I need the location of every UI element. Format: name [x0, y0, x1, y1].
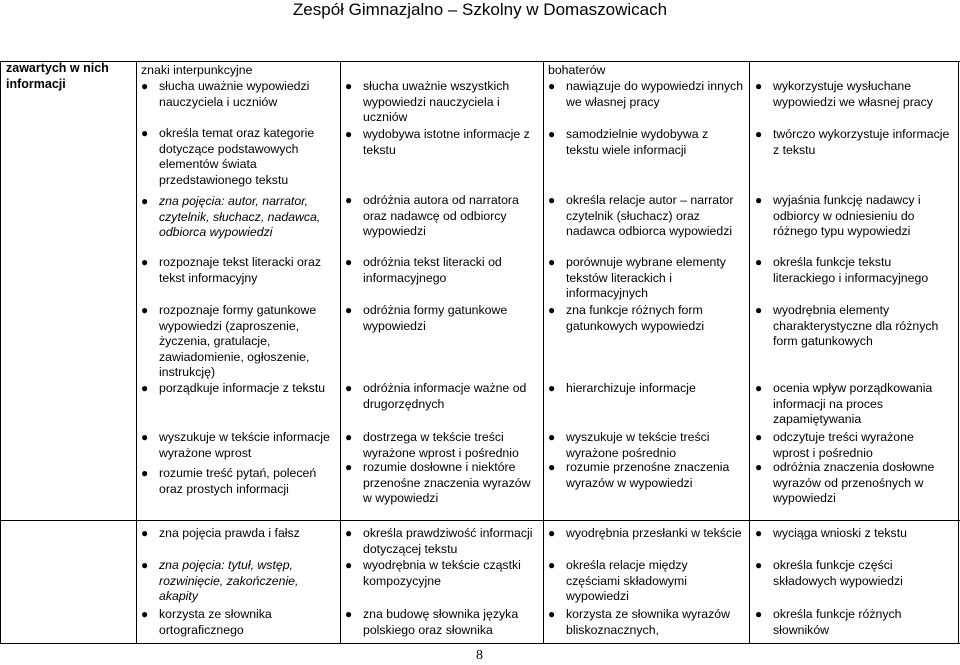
list-item: ● wykorzystuje wysłuchane wypowiedzi we własnej pracy — [755, 79, 933, 109]
list-item: ● rozumie dosłowne i niektóre przenośne znaczenia wyrazów w wypowiedzi — [345, 460, 531, 506]
list-item: ● korzysta ze słownika wyrazów bliskoznacznych, — [548, 607, 731, 637]
list-item: ● wyodrębnia w tekście cząstki kompozycyjne — [345, 558, 521, 588]
col-divider-4 — [749, 61, 750, 643]
col-divider-2 — [340, 61, 341, 643]
list-item: ● zna pojęcia: autor, narrator, czytelnik, słuchacz, nadawca, odbiorca wypowiedzi — [141, 194, 321, 240]
list-item: ● wyciąga wnioski z tekstu — [755, 526, 907, 540]
list-item: ● samodzielnie wydobywa z tekstu wiele informacji — [548, 127, 709, 157]
list-item: ● zna budowę słownika języka polskiego oraz słownika — [345, 607, 519, 637]
list-item: ● określa temat oraz kategorie dotyczące podstawowych elementów świata przedstawionego tekstu — [141, 126, 315, 187]
list-item: ● nawiązuje do wypowiedzi innych we własnej pracy — [548, 79, 744, 109]
list-item: ● odróżnia autora od narratora oraz nadawcę od odbiorcy wypowiedzi — [345, 193, 519, 239]
list-item: ● wyjaśnia funkcję nadawcy i odbiorcy w odniesieniu do różnego typu wypowiedzi — [755, 193, 921, 239]
list-item: ● rozpoznaje formy gatunkowe wypowiedzi (zaproszenie, życzenia, gratulacje, zawiadomienie, ogłoszenie, instrukcję) — [141, 303, 317, 380]
list-item: ● określa prawdziwość informacji dotyczącej tekstu — [345, 526, 533, 556]
list-item: ● zna pojęcia prawda i fałsz — [141, 526, 300, 540]
list-item: ● wyodrębnia przesłanki w tekście — [548, 526, 742, 540]
list-item: ● hierarchizuje informacje — [548, 381, 696, 395]
list-item: ● korzysta ze słownika ortograficznego — [141, 607, 272, 637]
list-item: ● określa funkcje części składowych wypowiedzi — [755, 558, 903, 588]
list-item: ● odróżnia formy gatunkowe wypowiedzi — [345, 303, 508, 333]
row-divider — [0, 520, 960, 521]
list-item: ● wyszukuje w tekście treści wyrażone pośrednio — [548, 430, 710, 460]
list-item: ● ocenia wpływ porządkowania informacji na proces zapamiętywania — [755, 381, 933, 427]
list-item: ● słucha uważnie wszystkich wypowiedzi nauczyciela i uczniów — [345, 79, 510, 125]
row-title: zawartych w nich informacji — [6, 61, 109, 91]
list-item: ● określa relacje między częściami składowymi wypowiedzi — [548, 558, 688, 604]
table-right-border — [958, 61, 959, 643]
table-bottom-border — [0, 643, 960, 644]
page-header: Zespół Gimnazjalno – Szkolny w Domaszowicach — [292, 0, 668, 19]
list-item: ● dostrzega w tekście treści wyrażone wprost i pośrednio — [345, 430, 519, 460]
cell-text: znaki interpunkcyjne — [141, 63, 253, 77]
list-item: ● wyszukuje w tekście informacje wyrażone wprost — [141, 430, 330, 460]
page-number: 8 — [476, 648, 483, 663]
list-item: ● wydobywa istotne informacje z tekstu — [345, 127, 530, 157]
list-item: ● odczytuje treści wyrażone wprost i pośrednio — [755, 430, 914, 460]
list-item: ● porównuje wybrane elementy tekstów literackich i informacyjnych — [548, 255, 726, 301]
list-item: ● rozpoznaje tekst literacki oraz tekst informacyjny — [141, 255, 321, 285]
list-item: ● określa funkcje tekstu literackiego i informacyjnego — [755, 255, 929, 285]
list-item: ● określa relacje autor – narrator czytelnik (słuchacz) oraz nadawca odbiorca wypowiedzi — [548, 193, 734, 239]
list-item: ● słucha uważnie wypowiedzi nauczyciela i uczniów — [141, 79, 310, 109]
table-left-border — [0, 61, 1, 643]
cell-text: bohaterów — [548, 63, 606, 77]
list-item: ● odróżnia znaczenia dosłowne wyrazów od przenośnych w wypowiedzi — [755, 460, 935, 506]
list-item: ● twórczo wykorzystuje informacje z tekstu — [755, 127, 950, 157]
list-item: ● rozumie treść pytań, poleceń oraz prostych informacji — [141, 466, 317, 496]
list-item: ● odróżnia tekst literacki od informacyjnego — [345, 255, 502, 285]
list-item: ● odróżnia informacje ważne od drugorzędnych — [345, 381, 527, 411]
list-item: ● wyodrębnia elementy charakterystyczne dla różnych form gatunkowych — [755, 303, 939, 349]
table-top-border — [0, 61, 960, 62]
list-item: ● rozumie przenośne znaczenia wyrazów w wypowiedzi — [548, 460, 730, 490]
list-item: ● określa funkcje różnych słowników — [755, 607, 902, 637]
list-item: ● zna pojęcia: tytuł, wstęp, rozwinięcie, zakończenie, akapity — [141, 558, 299, 604]
col-divider-1 — [136, 61, 137, 643]
list-item: ● porządkuje informacje z tekstu — [141, 381, 326, 395]
list-item: ● zna funkcje różnych form gatunkowych wypowiedzi — [548, 303, 705, 333]
col-divider-3 — [543, 61, 544, 643]
